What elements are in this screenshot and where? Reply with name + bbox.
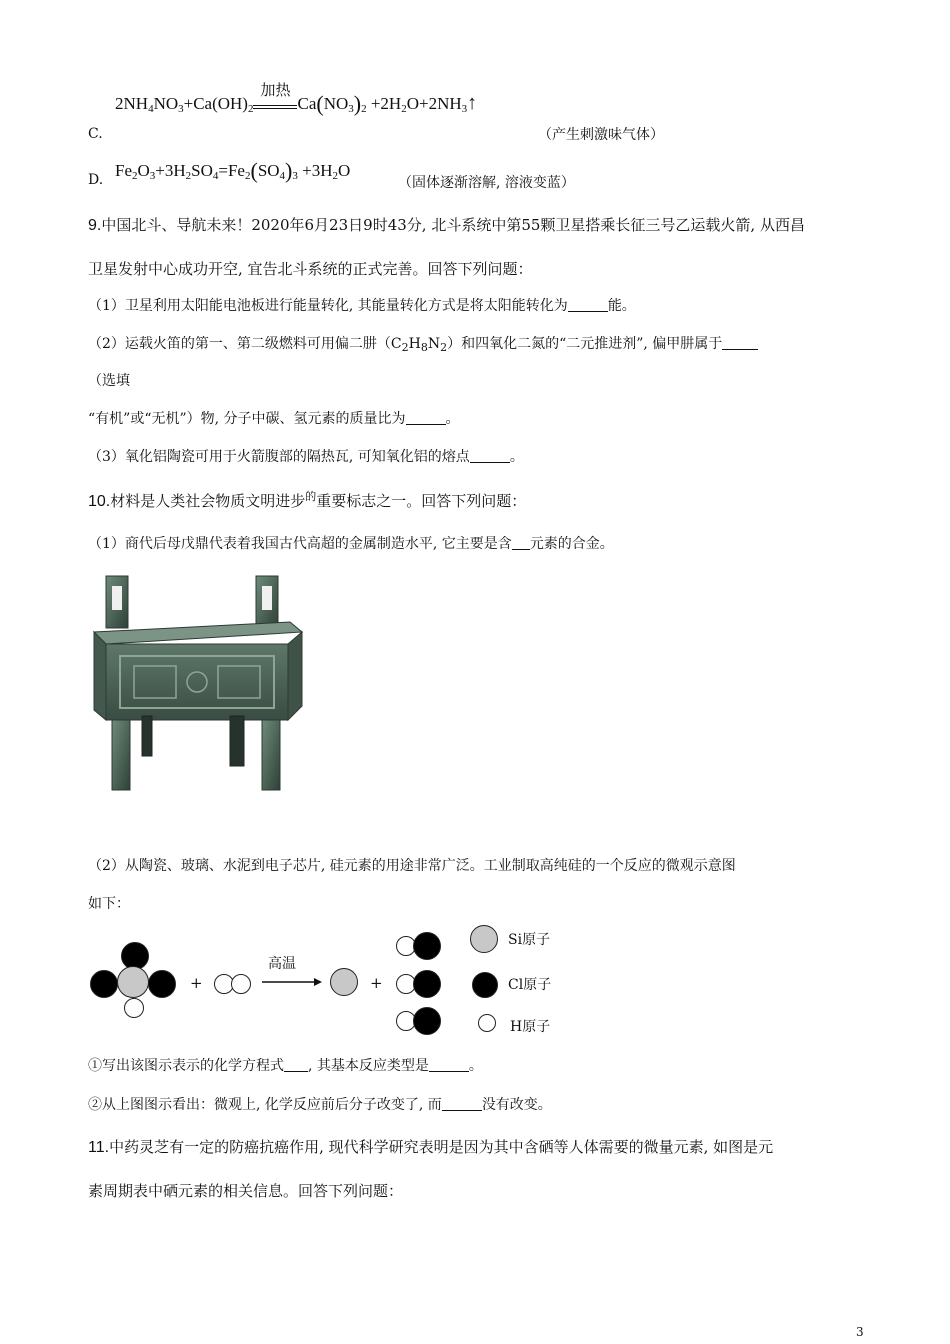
cl-atom — [413, 970, 441, 998]
answer-blank[interactable] — [442, 1096, 482, 1111]
si-atom — [117, 966, 149, 998]
question-text-small: 的 — [305, 490, 317, 503]
eq-term: O — [137, 161, 150, 180]
option-d-label: D. — [88, 172, 104, 188]
eq-term: +3H — [155, 161, 186, 180]
eq-term: =Fe — [218, 161, 245, 180]
eq-sub: 3 — [178, 103, 184, 115]
sub-question-text: ①写出该图示表示的化学方程式 — [88, 1058, 284, 1074]
q10-sub2-line1: （2）从陶瓷、玻璃、水泥到电子芯片, 硅元素的用途非常广泛。工业制取高纯硅的一个反应的微观示意图 — [88, 858, 736, 874]
answer-blank[interactable] — [470, 448, 510, 463]
sub-question-text: 。 — [445, 411, 460, 427]
sub-question-text: ②从上图图示看出：微观上, 化学反应前后分子改变了, 而 — [88, 1097, 442, 1113]
eq-term: SO — [191, 161, 213, 180]
eq-sub: 2 — [361, 103, 367, 115]
legend-si-atom — [470, 925, 498, 953]
eq-term: +Ca(OH) — [183, 94, 248, 113]
eq-sub: 2 — [401, 103, 407, 115]
eq-term: O+2NH — [406, 94, 462, 113]
sub-question-text: （3）氧化铝陶瓷可用于火箭腹部的隔热瓦, 可知氧化铝的熔点 — [88, 449, 470, 465]
formula-term: N — [427, 336, 441, 352]
houmuwu-ding-image — [90, 570, 306, 798]
gas-arrow: ↑ — [467, 92, 478, 114]
legend-si-label: Si原子 — [508, 932, 551, 948]
question-text: 材料是人类社会物质文明进步 — [110, 492, 306, 510]
legend-cl-label: Cl原子 — [508, 977, 552, 993]
eq-term: +2H — [370, 94, 402, 113]
right-paren: ) — [353, 91, 362, 116]
eq-term: NO — [153, 94, 179, 113]
q9-sub2-cont2 — [88, 408, 460, 428]
q9-line2: 卫星发射中心成功开空, 宜告北斗系统的正式完善。回答下列问题： — [88, 260, 533, 278]
eq-term: 2NH — [115, 94, 149, 113]
eq-sub: 2 — [244, 170, 251, 182]
reaction-arrow-icon — [262, 976, 322, 988]
answer-blank[interactable] — [568, 297, 608, 312]
answer-blank[interactable] — [722, 335, 758, 350]
eq-term: +3H — [302, 161, 333, 180]
cl-atom — [413, 932, 441, 960]
left-paren: ( — [250, 158, 258, 183]
eq-sub: 3 — [461, 103, 468, 115]
option-c-equation — [115, 81, 478, 116]
eq-sub: 4 — [212, 170, 219, 182]
sub-question-text: 元素的合金。 — [529, 536, 614, 552]
condition-text: 加热 — [260, 81, 291, 99]
sub-question-text: , 其基本反应类型是 — [308, 1058, 429, 1074]
q10-part1 — [88, 1055, 483, 1075]
q10-sub1 — [88, 533, 614, 553]
left-paren: ( — [316, 91, 324, 116]
option-d-equation — [115, 160, 350, 182]
page-number: 3 — [856, 1325, 864, 1339]
plus-sign: + — [370, 974, 383, 992]
answer-blank[interactable] — [512, 535, 530, 550]
eq-sub: 2 — [332, 170, 338, 182]
sub-question-text: ）和四氧化二氮的“二元推进剂”, 偏甲肼属于 — [447, 336, 723, 352]
q11-line1 — [88, 1136, 773, 1157]
option-d-note: （固体逐渐溶解, 溶液变蓝） — [398, 175, 575, 191]
q11-line2: 素周期表中硒元素的相关信息。回答下列问题： — [88, 1182, 404, 1200]
formula-sub: 2 — [440, 341, 448, 354]
cl-atom — [148, 970, 176, 998]
formula-sub: 8 — [420, 341, 428, 354]
sub-question-text: （1）卫星利用太阳能电池板进行能量转化, 其能量转化方式是将太阳能转化为 — [88, 298, 568, 314]
option-c-note: （产生刺激味气体） — [538, 127, 664, 143]
formula-term: H — [408, 336, 421, 352]
reaction-condition: 高温 — [268, 956, 296, 972]
eq-sub: 3 — [149, 170, 156, 182]
sub-question-text: 能。 — [607, 298, 636, 314]
q9-sub3 — [88, 446, 524, 466]
answer-blank[interactable] — [406, 410, 446, 425]
eq-sub: 4 — [279, 170, 286, 182]
eq-term: Fe — [115, 161, 132, 180]
eq-term: NO — [323, 94, 349, 113]
question-number: 11. — [88, 1139, 110, 1156]
eq-term: O — [338, 161, 351, 180]
si-atom — [330, 968, 358, 996]
eq-sub: 4 — [148, 103, 154, 115]
question-text: 中国北斗、导航未来！2020年6月23日9时43分, 北斗系统中第55颗卫星搭乘长征三号乙运载火箭, 从西昌 — [101, 216, 805, 234]
sub-question-text: 。 — [468, 1058, 483, 1074]
q10-sub2-line2: 如下： — [88, 896, 130, 912]
reaction-condition — [253, 81, 297, 109]
q9-line1 — [88, 214, 805, 235]
eq-sub: 3 — [348, 103, 354, 115]
h-atom — [231, 974, 251, 994]
eq-sub: 3 — [292, 170, 298, 182]
answer-blank[interactable] — [429, 1057, 469, 1072]
question-text: 重要标志之一。回答下列问题： — [316, 492, 527, 510]
sub-question-text: （2）运载火笛的第一、第二级燃料可用偏二肼（C — [88, 336, 402, 352]
q10-line1 — [88, 488, 526, 511]
eq-sub: 2 — [132, 170, 138, 182]
eq-sub: 2 — [185, 170, 192, 182]
question-text: 中药灵芝有一定的防癌抗癌作用, 现代科学研究表明是因为其中含硒等人体需要的微量元素, 如图是元 — [109, 1138, 774, 1156]
answer-blank[interactable] — [284, 1057, 308, 1072]
eq-term: SO — [257, 161, 280, 180]
h-atom — [124, 998, 144, 1018]
sub-question-text: 没有改变。 — [481, 1097, 552, 1113]
eq-term: Ca — [297, 94, 317, 113]
q9-sub1 — [88, 295, 636, 315]
question-number: 9. — [88, 217, 102, 234]
formula-sub: 2 — [401, 341, 409, 354]
legend-h-atom — [478, 1014, 496, 1032]
legend-cl-atom — [472, 972, 498, 998]
right-paren: ) — [285, 158, 293, 183]
eq-sub: 2 — [247, 103, 254, 115]
legend-h-label: H原子 — [510, 1019, 551, 1035]
q10-part2 — [88, 1094, 552, 1114]
cl-atom — [413, 1007, 441, 1035]
question-number: 10. — [88, 493, 111, 510]
q9-sub2 — [88, 333, 758, 354]
plus-sign: + — [190, 974, 203, 992]
sub-question-text: 。 — [509, 449, 524, 465]
q9-sub2-cont: （选填 — [88, 373, 130, 389]
sub-question-text: “有机”或“无机”）物, 分子中碳、氢元素的质量比为 — [88, 411, 406, 427]
cl-atom — [90, 970, 118, 998]
option-c-label: C. — [88, 126, 103, 142]
equals-sign — [253, 105, 297, 109]
sub-question-text: （1）商代后母戊鼎代表着我国古代高超的金属制造水平, 它主要是含 — [88, 536, 512, 552]
